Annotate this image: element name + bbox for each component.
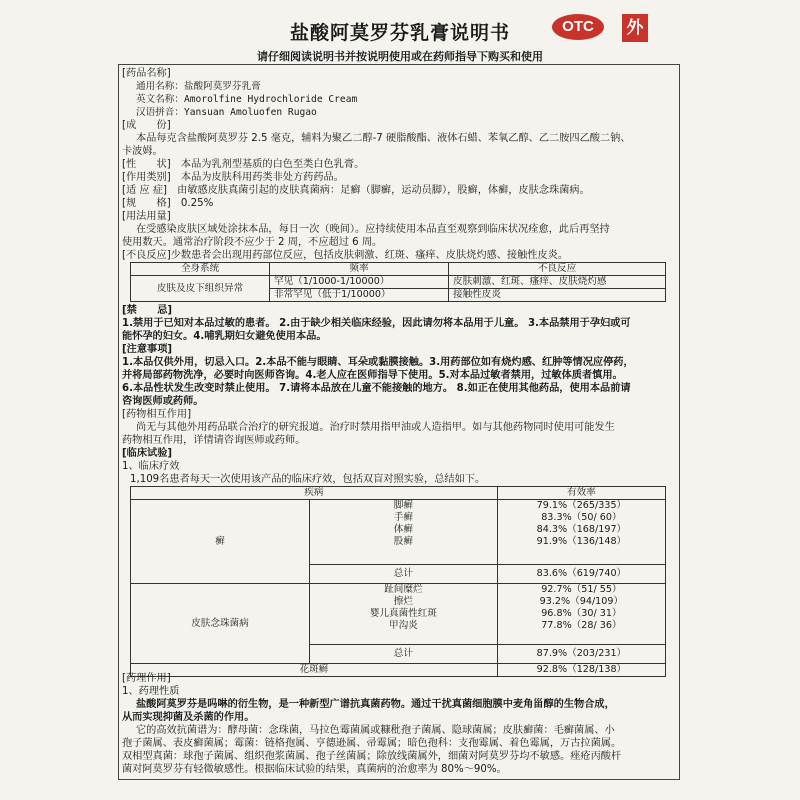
precautions-text-1: 1.本品仅供外用，切忌入口。2.本品不能与眼睛、耳朵或黏膜接触。3.用药部位如有烧灼感、红肿等情况应停药， (122, 357, 634, 368)
properties-line: [性 状] 本品为乳剂型基质的白色至类白色乳膏。 (122, 159, 365, 170)
drug-name-heading: [药品名称] (122, 68, 171, 79)
otc-badge: OTC (552, 14, 604, 40)
efficacy-sub: 擦烂 (310, 596, 498, 608)
pinyin-name: 汉语拼音：Yansuan Amoluofen Rugao (136, 107, 317, 118)
efficacy-value: 93.2%（94/109） (497, 596, 665, 608)
efficacy-sub: 股癣 (310, 536, 498, 565)
efficacy-col-rate: 有效率 (497, 487, 665, 500)
leaflet-title: 盐酸阿莫罗芬乳膏说明书 (289, 22, 510, 44)
pharmacology-text-1: 盐酸阿莫罗芬是吗啉的衍生物，是一种新型广谱抗真菌药物。通过干扰真菌细胞膜中麦角甾醇的生物合成， (136, 699, 615, 710)
pharmacology-text-3: 它的高效抗菌谱为：酵母菌：念珠菌，马拉色霉菌属或糠秕孢子菌属、隐球菌属；皮肤癣菌：毛癣菌属、小 (136, 725, 615, 736)
clinical-heading: [临床试验] (122, 448, 173, 459)
precautions-heading: [注意事项] (122, 344, 173, 355)
leaflet-subtitle: 请仔细阅读说明书并按说明使用或在药师指导下购买和使用 (257, 50, 543, 63)
efficacy-value: 84.3%（168/197） (497, 524, 665, 536)
efficacy-group-pityriasis: 花斑癣 (131, 664, 498, 677)
contraindications-text-2: 能怀孕的妇女。4.哺乳期妇女避免使用本品。 (122, 331, 327, 342)
efficacy-sub: 体癣 (310, 524, 498, 536)
pharmacology-heading: [药理作用] (122, 673, 171, 684)
efficacy-sub: 甲沟炎 (310, 620, 498, 645)
precautions-text-2: 并将局部药物洗净，必要时向医师咨询。4.老人应在医师指导下使用。5.对本品过敏者禁用，过敏体质者慎用。 (122, 370, 623, 381)
usage-text-2: 使用数天。通常治疗阶段不应少于 2 周，不应超过 6 周。 (122, 237, 383, 248)
pharmacology-text-5: 双相型真菌：球孢子菌属、组织孢浆菌属、孢子丝菌属；除放线菌属外，细菌对阿莫罗芬均不敏感。痤疮丙酸杆 (122, 751, 622, 762)
usage-text-1: 在受感染皮肤区域处涂抹本品，每日一次（晚间）。应持续使用本品直至观察到临床状况痊愈，此后再坚持 (136, 224, 610, 235)
efficacy-sub: 趾间糜烂 (310, 584, 498, 597)
efficacy-value: 91.9%（136/148） (497, 536, 665, 565)
interactions-heading: [药物相互作用] (122, 409, 192, 420)
clinical-subheading: 1、临床疗效 (122, 461, 180, 472)
pharmacology-text-2: 从而实现抑菌及杀菌的作用。 (122, 712, 255, 723)
adverse-col-reaction: 不良反应 (449, 263, 666, 276)
composition-text-1: 本品每克含盐酸阿莫罗芬 2.5 毫克，辅料为聚乙二醇-7 硬脂酸酯、液体石蜡、苯氧乙醇、乙二胺四乙酸二钠、 (136, 133, 631, 144)
adverse-freq-cell: 罕见（1/1000-1/10000） (270, 276, 449, 289)
efficacy-value: 92.7%（51/ 55） (497, 584, 665, 597)
composition-heading: [成 份] (122, 120, 171, 131)
usage-heading: [用法用量] (122, 211, 171, 222)
efficacy-value: 77.8%（28/ 36） (497, 620, 665, 645)
specification-line: [规 格] 0.25% (122, 198, 214, 209)
adverse-system-cell: 皮肤及皮下组织异常 (131, 276, 270, 302)
efficacy-group-tinea: 癣 (131, 500, 310, 584)
efficacy-total-label: 总计 (310, 645, 498, 664)
efficacy-group-candidiasis: 皮肤念珠菌病 (131, 584, 310, 664)
adverse-col-frequency: 频率 (270, 263, 449, 276)
pharmacology-text-6: 菌对阿莫罗芬有轻微敏感性。根据临床试验的结果，真菌病的治愈率为 80%～90%。 (122, 764, 507, 775)
contraindications-heading: [禁 忌] (122, 305, 173, 316)
adverse-freq-cell: 非常罕见（低于1/10000） (270, 289, 449, 302)
efficacy-sub: 脚癣 (310, 500, 498, 513)
external-use-badge: 外 (622, 14, 648, 42)
indications-line: [适 应 症] 由敏感皮肤真菌引起的皮肤真菌病：足癣（脚癣，运动员脚），股癣，体癣，皮肤念珠菌病。 (122, 185, 590, 196)
adverse-table (130, 262, 666, 302)
precautions-text-3: 6.本品性状发生改变时禁止使用。 7.请将本品放在儿童不能接触的地方。 8.如正在使用其他药品，使用本品前请 (122, 383, 631, 394)
adverse-reaction-cell: 皮肤刺激、红斑、瘙痒、皮肤烧灼感 (449, 276, 666, 289)
efficacy-value: 96.8%（30/ 31） (497, 608, 665, 620)
efficacy-sub: 手癣 (310, 512, 498, 524)
clinical-intro: 1,109名患者每天一次使用该产品的临床疗效，包括双盲对照实验，总结如下。 (130, 474, 486, 485)
interactions-text-2: 药物相互作用，详情请咨询医师或药师。 (122, 435, 306, 446)
efficacy-total-value: 87.9%（203/231） (497, 645, 665, 664)
category-line: [作用类别] 本品为皮肤科用药类非处方药药品。 (122, 172, 344, 183)
efficacy-total-value: 83.6%（619/740） (497, 565, 665, 584)
efficacy-value: 79.1%（265/335） (497, 500, 665, 513)
precautions-text-4: 咨询医师或药师。 (122, 396, 204, 407)
adverse-heading: [不良反应]少数患者会出现用药部位反应，包括皮肤刺激、红斑、瘙痒、皮肤烧灼感、接触性皮炎。 (122, 250, 569, 261)
efficacy-value: 83.3%（50/ 60） (497, 512, 665, 524)
interactions-text-1: 尚无与其他外用药品联合治疗的研究报道。治疗时禁用指甲油或人造指甲。如与其他药物同时使用可能发生 (136, 422, 615, 433)
efficacy-sub: 婴儿真菌性红斑 (310, 608, 498, 620)
generic-name: 通用名称：盐酸阿莫罗芬乳膏 (136, 81, 261, 92)
pharmacology-subheading: 1、药理性质 (122, 686, 180, 697)
adverse-col-system: 全身系统 (131, 263, 270, 276)
adverse-reaction-cell: 接触性皮炎 (449, 289, 666, 302)
efficacy-table (130, 486, 666, 677)
efficacy-col-disease: 疾病 (131, 487, 498, 500)
composition-text-2: 卡波姆。 (122, 146, 163, 157)
contraindications-text-1: 1.禁用于已知对本品过敏的患者。 2.由于缺少相关临床经验，因此请勿将本品用于儿童。 3.本品禁用于孕妇或可 (122, 318, 631, 329)
efficacy-total-label: 总计 (310, 565, 498, 584)
efficacy-value: 92.8%（128/138） (497, 664, 665, 677)
english-name: 英文名称：Amorolfine Hydrochloride Cream (136, 94, 358, 105)
pharmacology-text-4: 孢子菌属、表皮癣菌属；霉菌：链格孢属、亨德逊属、帚霉属；暗色孢科：支孢霉属、着色霉属，万古拉菌属。 (122, 738, 622, 749)
